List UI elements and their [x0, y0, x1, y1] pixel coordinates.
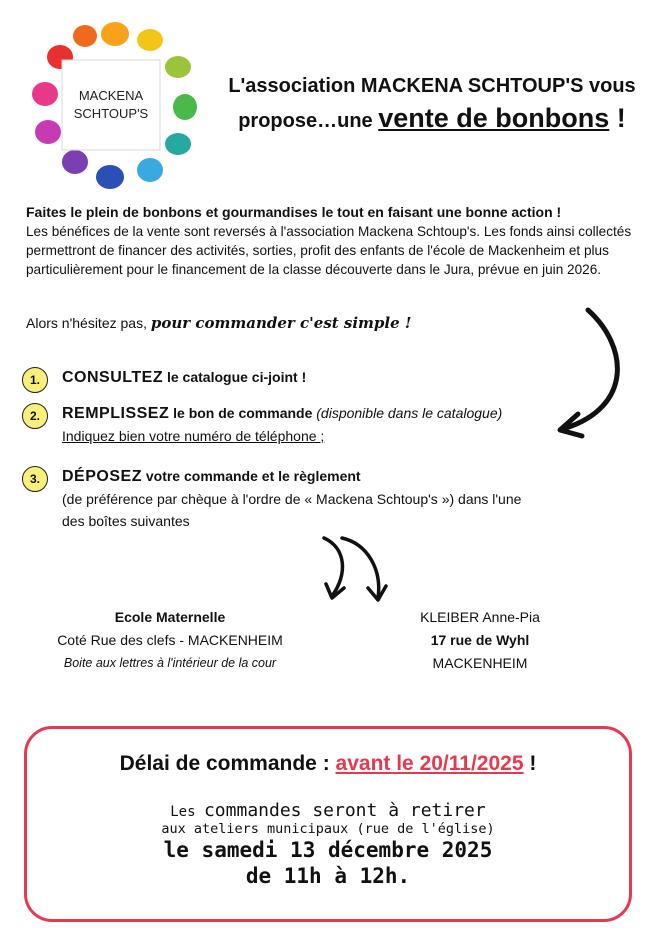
pickup-line1	[24, 800, 632, 821]
logo-line2: SCHTOUP'S	[73, 106, 149, 121]
deadline-post: !	[523, 752, 537, 775]
step1-keyword: CONSULTEZ	[62, 369, 164, 386]
step3-line3: des boîtes suivantes	[62, 513, 190, 529]
deadline-pre: Délai de commande :	[119, 752, 336, 775]
step2-text: le bon de commande	[169, 405, 317, 421]
pickup-line4: de 11h à 12h.	[245, 864, 411, 888]
headline-line1: L'association MACKENA SCHTOUP'S vous	[228, 75, 636, 97]
step3-line2: (de préférence par chèque à l'ordre de « Mackena Schtoup's ») dans l'une	[62, 491, 522, 507]
step2-note: (disponible dans le catalogue)	[316, 405, 503, 421]
step2-keyword: REMPLISSEZ	[62, 405, 170, 422]
pickup-line3: le samedi 13 décembre 2025	[163, 838, 493, 862]
pickup-line2: aux ateliers municipaux (rue de l'église)	[161, 821, 495, 837]
address1-street: Coté Rue des clefs - MACKENHEIM	[57, 632, 283, 648]
simple-line	[26, 314, 636, 332]
address-kleiber	[380, 606, 580, 675]
intro-lead: Faites le plein de bonbons et gourmandises le tout en faisant une bonne action !	[26, 204, 562, 220]
step2	[62, 402, 562, 447]
step2-line2: Indiquez bien votre numéro de téléphone ;	[62, 428, 325, 444]
step1-badge: 1.	[22, 367, 48, 393]
headline-line2	[222, 100, 642, 139]
step3	[62, 465, 622, 532]
address2-city: MACKENHEIM	[432, 655, 528, 671]
mackena-schtoups-logo	[30, 22, 200, 192]
logo-line1: MACKENA	[78, 88, 144, 103]
pickup-line1b: commandes seront à retirer	[203, 800, 486, 821]
headline-exclamation: !	[609, 103, 626, 133]
simple-pre: Alors n'hésitez pas,	[26, 315, 151, 331]
pickup-line1a: Les	[170, 804, 204, 820]
address2-street: 17 rue de Wyhl	[430, 632, 530, 648]
step3-text: votre commande et le règlement	[141, 468, 361, 484]
address2-name: KLEIBER Anne-Pia	[420, 609, 540, 625]
step1-text: le catalogue ci-joint !	[163, 369, 307, 385]
simple-script: pour commander c'est simple !	[150, 314, 412, 332]
headline	[222, 72, 642, 139]
step3-keyword: DÉPOSEZ	[62, 468, 142, 485]
intro-body: Les bénéfices de la vente sont reversés à l'association Mackena Schtoup's. Les fonds ainsi collectés permettront de financer des activités, sorties, profit des enfants de l'école de Mackenheim et plus particulièrement pour le financement de la classe découverte dans le Jura, prévue en juin 2026.	[26, 224, 632, 277]
deadline-date: avant le 20/11/2025	[335, 752, 524, 775]
address-school	[30, 606, 310, 675]
split-arrows-icon	[316, 534, 396, 604]
step2-badge: 2.	[22, 403, 48, 429]
headline-line2-pre: propose…une	[238, 110, 379, 132]
address1-note: Boite aux lettres à l'intérieur de la cour	[63, 656, 277, 670]
step1	[62, 366, 562, 389]
step3-badge: 3.	[22, 466, 48, 492]
intro	[26, 203, 636, 279]
headline-emphasis: vente de bonbons	[378, 103, 610, 133]
deadline	[24, 752, 632, 776]
address1-name: Ecole Maternelle	[114, 609, 226, 625]
pickup-info	[24, 800, 632, 889]
